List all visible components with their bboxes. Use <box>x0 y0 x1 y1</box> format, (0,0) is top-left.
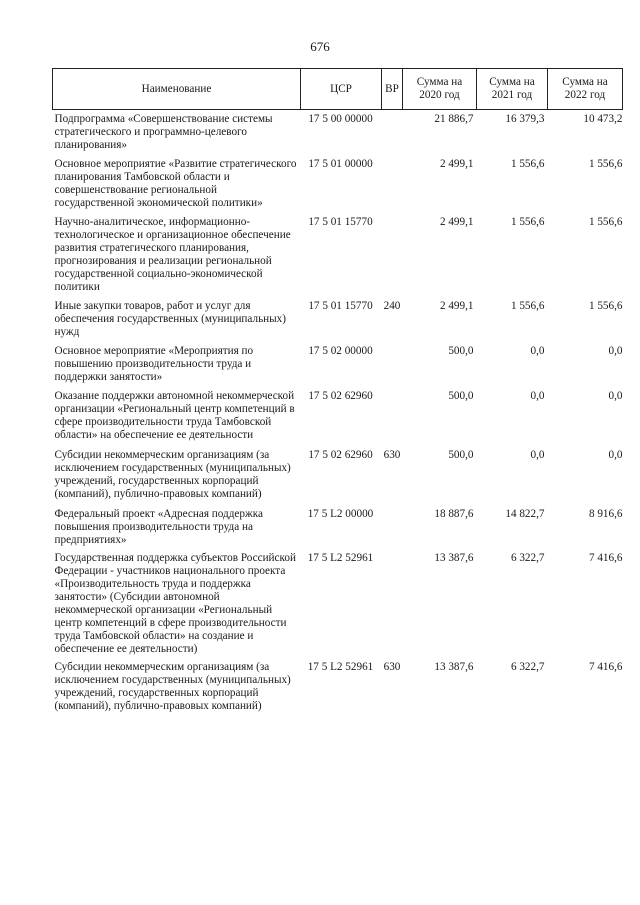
row-code: 17 5 01 15770 <box>308 300 373 312</box>
row-name: Федеральный проект «Адресная поддержка повышения производительности труда на предприятиях» <box>54 508 263 546</box>
row-name: Основное мероприятие «Развитие стратегического планирования Тамбовской области и совершенствование региональной государственной экономической политики» <box>54 158 297 209</box>
row-sum-2021: 1 556,6 <box>510 216 545 228</box>
row-code: 17 5 L2 00000 <box>307 508 374 520</box>
row-sum-2020: 21 886,7 <box>434 113 474 125</box>
table-row <box>53 384 623 442</box>
table-row <box>53 656 623 713</box>
header-sum-2021: Сумма на 2021 год <box>477 69 548 110</box>
table-row <box>53 442 623 501</box>
row-code: 17 5 02 62960 <box>308 390 373 402</box>
row-sum-2021: 16 379,3 <box>505 113 545 125</box>
row-name: Научно-аналитическое, информационно-технологическое и организационное обеспечение развития стратегического планирования, прогнозирования и реализации региональной государственной социально-экономической политики <box>54 216 291 293</box>
table-row <box>53 152 623 210</box>
table-row <box>53 339 623 384</box>
row-name: Иные закупки товаров, работ и услуг для обеспечения государственных (муниципальных) нужд <box>54 300 286 338</box>
row-sum-2021: 1 556,6 <box>510 158 545 170</box>
row-name: Оказание поддержки автономной некоммерческой организации «Региональный центр компетенций в сфере производительности труда Тамбовской области» на обеспечение ее деятельности <box>54 390 295 441</box>
row-vr <box>382 110 403 153</box>
header-code: ЦСР <box>301 69 382 110</box>
row-vr <box>382 210 403 294</box>
row-code: 17 5 L2 52961 <box>307 552 374 564</box>
row-vr <box>382 547 403 656</box>
row-code: 17 5 00 00000 <box>308 113 373 125</box>
row-code: 17 5 02 00000 <box>308 345 373 357</box>
row-code: 17 5 02 62960 <box>308 449 373 461</box>
row-sum-2020: 18 887,6 <box>434 508 474 520</box>
row-vr: 630 <box>383 661 401 673</box>
row-sum-2020: 2 499,1 <box>439 216 474 228</box>
row-sum-2020: 13 387,6 <box>434 552 474 564</box>
row-sum-2020: 500,0 <box>448 449 474 461</box>
row-code: 17 5 01 15770 <box>308 216 373 228</box>
row-vr: 240 <box>383 300 401 312</box>
row-code: 17 5 01 00000 <box>308 158 373 170</box>
row-sum-2022: 7 416,6 <box>588 552 623 564</box>
row-sum-2022: 0,0 <box>608 390 623 402</box>
row-vr <box>382 501 403 547</box>
row-vr <box>382 152 403 210</box>
row-vr: 630 <box>383 449 401 461</box>
row-vr <box>382 339 403 384</box>
row-sum-2022: 1 556,6 <box>588 216 623 228</box>
row-sum-2022: 1 556,6 <box>588 158 623 170</box>
row-sum-2021: 0,0 <box>530 449 545 461</box>
row-sum-2021: 0,0 <box>530 390 545 402</box>
table-row <box>53 501 623 547</box>
table-row <box>53 110 623 153</box>
budget-table <box>52 68 623 713</box>
table-row <box>53 294 623 339</box>
row-sum-2021: 0,0 <box>530 345 545 357</box>
row-sum-2021: 6 322,7 <box>510 552 545 564</box>
row-sum-2021: 1 556,6 <box>510 300 545 312</box>
row-name: Субсидии некоммерческим организациям (за исключением государственных (муниципальных) учреждений, государственных корпораций (компаний), публично-правовых компаний) <box>54 449 291 500</box>
row-sum-2022: 0,0 <box>608 345 623 357</box>
table-body <box>53 110 623 714</box>
row-sum-2022: 0,0 <box>608 449 623 461</box>
row-sum-2020: 500,0 <box>448 345 474 357</box>
row-sum-2020: 2 499,1 <box>439 300 474 312</box>
row-code: 17 5 L2 52961 <box>307 661 374 673</box>
table-row <box>53 210 623 294</box>
row-sum-2020: 13 387,6 <box>434 661 474 673</box>
row-sum-2022: 7 416,6 <box>588 661 623 673</box>
row-sum-2021: 6 322,7 <box>510 661 545 673</box>
header-sum-2022: Сумма на 2022 год <box>548 69 623 110</box>
row-sum-2022: 1 556,6 <box>588 300 623 312</box>
row-sum-2021: 14 822,7 <box>505 508 545 520</box>
row-name: Государственная поддержка субъектов Российской Федерации - участников национального проекта «Производительность труда и поддержка занятости» (Субсидии автономной некоммерческой организации «Региональный центр компетенций в сфере производительности труда Тамбовской области» на создание и обеспечение ее деятельности) <box>54 552 296 655</box>
row-sum-2020: 2 499,1 <box>439 158 474 170</box>
row-name: Подпрограмма «Совершенствование системы стратегического и программно-целевого планирования» <box>54 113 273 151</box>
header-vr: ВР <box>382 69 403 110</box>
page-number: 676 <box>310 39 330 54</box>
row-name: Основное мероприятие «Мероприятия по повышению производительности труда и поддержки занятости» <box>54 345 254 383</box>
row-sum-2020: 500,0 <box>448 390 474 402</box>
header-sum-2020: Сумма на 2020 год <box>403 69 477 110</box>
row-sum-2022: 8 916,6 <box>588 508 623 520</box>
row-name: Субсидии некоммерческим организациям (за исключением государственных (муниципальных) учреждений, государственных корпораций (компаний), публично-правовых компаний) <box>54 661 291 712</box>
header-name: Наименование <box>53 69 301 110</box>
row-sum-2022: 10 473,2 <box>583 113 623 125</box>
table-row <box>53 547 623 656</box>
table-header-row <box>53 69 623 110</box>
row-vr <box>382 384 403 442</box>
